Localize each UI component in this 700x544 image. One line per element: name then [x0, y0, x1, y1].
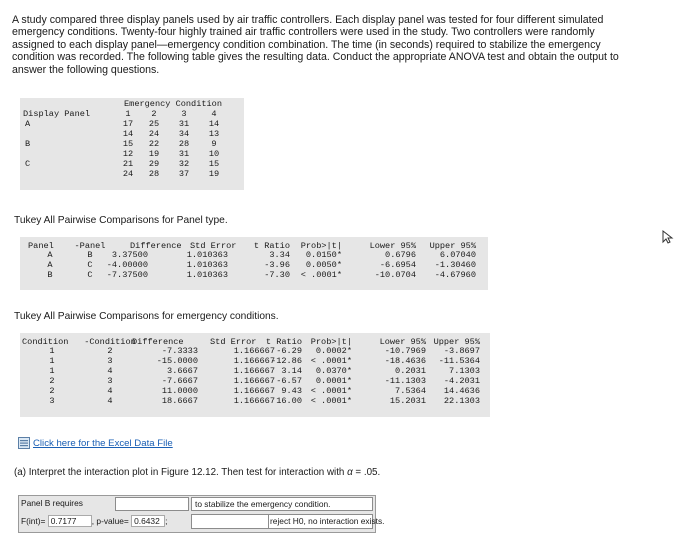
table-cell: -3.96 [264, 260, 290, 270]
data-cell: 31 [178, 119, 190, 129]
alpha-symbol: α [347, 467, 353, 478]
data-cell: 13 [208, 129, 220, 139]
intro-line: A study compared three display panels used by air traffic controllers. Each display panel was tested for four different simulated [12, 14, 604, 26]
table-cell: 3.6667 [167, 366, 198, 376]
column-header: Std Error [190, 241, 237, 251]
data-cell: 24 [148, 129, 160, 139]
stabilize-dropdown[interactable]: to stabilize the emergency condition. [191, 497, 373, 511]
table-cell: 0.0001* [315, 376, 352, 386]
table-cell: 1.010363 [186, 260, 228, 270]
data-cell: 28 [148, 169, 160, 179]
table-cell: C [87, 260, 93, 270]
table-cell: A [47, 250, 53, 260]
table-cell: 6.07040 [439, 250, 476, 260]
table-cell: 1 [49, 366, 55, 376]
data-cell: 17 [122, 119, 134, 129]
data-cell: 19 [148, 149, 160, 159]
table-cell: -4.2031 [443, 376, 480, 386]
table-cell: 7.5364 [395, 386, 426, 396]
data-cell: 14 [122, 129, 134, 139]
data-cell: 10 [208, 149, 220, 159]
excel-file-icon [18, 437, 30, 449]
data-cell: 15 [208, 159, 220, 169]
table-cell: 1 [49, 356, 55, 366]
data-cell: 12 [122, 149, 134, 159]
table-cell: 9.43 [281, 386, 302, 396]
table-cell: 0.0002* [315, 346, 352, 356]
condition-column-header: 4 [211, 109, 217, 119]
cursor-arrow-icon [662, 230, 674, 244]
column-header: Prob>|t| [300, 241, 342, 251]
interaction-conclusion-text: reject H0, no interaction exists. [270, 516, 385, 526]
p-value-label: , p-value= [91, 516, 132, 526]
column-header: Panel [28, 241, 54, 251]
excel-data-file-link[interactable]: Click here for the Excel Data File [33, 437, 173, 449]
problem-statement [12, 14, 692, 76]
table-cell: 4 [107, 366, 113, 376]
table-cell: 18.6667 [161, 396, 198, 406]
tukey-condition-content [20, 333, 490, 417]
table-cell: 3 [107, 376, 113, 386]
table-cell: 2 [49, 386, 55, 396]
intro-line: condition was recorded. The following table gives the resulting data. Conduct the appropriate ANOVA test and obtain the output to [12, 51, 619, 64]
answer-left-label: Panel B requires [21, 498, 83, 508]
table-cell: -10.7969 [384, 346, 426, 356]
data-cell: 29 [148, 159, 160, 169]
table-cell: 1 [49, 346, 55, 356]
column-header: Upper 95% [433, 337, 480, 347]
column-header: -Condition [84, 337, 136, 347]
table-cell: -10.0704 [374, 270, 416, 280]
intro-line: assigned to each display panel—emergency condition combination. The time (in seconds) required to stabilize the emergency [12, 38, 601, 51]
table-cell: -4.00000 [106, 260, 148, 270]
answer-statistic-line [21, 515, 167, 527]
column-header: Condition [22, 337, 69, 347]
table-cell: 3 [49, 396, 55, 406]
table-cell: 1.166667 [233, 356, 275, 366]
data-cell: 15 [122, 139, 134, 149]
table-cell: 4 [107, 396, 113, 406]
condition-column-header: 3 [181, 109, 187, 119]
condition-column-header: 1 [125, 109, 131, 119]
table-cell: 1.166667 [233, 366, 275, 376]
table-cell: 1.166667 [233, 396, 275, 406]
answer-box [18, 495, 385, 533]
table-cell: -4.67960 [434, 270, 476, 280]
table-cell: 0.0370* [315, 366, 352, 376]
column-header: Std Error [210, 337, 257, 347]
table-cell: -7.30 [264, 270, 290, 280]
table-cell: -11.5364 [438, 356, 480, 366]
table-cell: 11.0000 [161, 386, 198, 396]
table-cell: 16.00 [276, 396, 302, 406]
table-cell: 15.2031 [389, 396, 426, 406]
question-prefix: (a) Interpret the interaction plot in Figure 12.12. Then test for interaction with [14, 467, 348, 478]
panel-label: C [25, 159, 31, 169]
table-cell: 3.34 [269, 250, 290, 260]
tukey-condition-title: Tukey All Pairwise Comparisons for emergency conditions. [14, 311, 279, 322]
table-cell: 3 [107, 356, 113, 366]
data-cell: 22 [148, 139, 160, 149]
data-cell: 31 [178, 149, 190, 159]
f-int-label: F(int)= [21, 516, 48, 526]
table-cell: < .0001* [310, 356, 352, 366]
table-cell: -12.86 [271, 356, 302, 366]
column-header: Upper 95% [429, 241, 476, 251]
data-cell: 24 [122, 169, 134, 179]
table-cell: 22.1303 [443, 396, 480, 406]
table-cell: 0.6796 [385, 250, 416, 260]
data-cell: 21 [122, 159, 134, 169]
column-header: -Panel [74, 241, 106, 251]
table-cell: < .0001* [310, 386, 352, 396]
table-cell: B [47, 270, 53, 280]
column-header: Prob>|t| [310, 337, 352, 347]
table-cell: 1.166667 [233, 346, 275, 356]
table-cell: -6.6954 [379, 260, 416, 270]
table-cell: 0.0050* [305, 260, 342, 270]
column-header: Difference [132, 337, 184, 347]
tukey-panel-content [20, 237, 488, 290]
column-header: Lower 95% [379, 337, 426, 347]
table-cell: -7.3333 [161, 346, 198, 356]
data-cell: 9 [211, 139, 217, 149]
table-cell: 1.010363 [186, 270, 228, 280]
column-header: Lower 95% [369, 241, 416, 251]
data-table-content [20, 98, 244, 190]
data-cell: 34 [178, 129, 190, 139]
table-cell: < .0001* [300, 270, 342, 280]
table-cell: 0.0150* [305, 250, 342, 260]
table-cell: 0.2031 [395, 366, 426, 376]
table-cell: 3.14 [281, 366, 302, 376]
table-cell: -3.8697 [443, 346, 480, 356]
data-cell: 25 [148, 119, 160, 129]
table-cell: -18.4636 [384, 356, 426, 366]
table-cell: 1.166667 [233, 376, 275, 386]
left-answer-dropdown[interactable] [115, 497, 189, 511]
excel-link-row[interactable] [18, 437, 173, 449]
question-suffix: = .05. [352, 467, 381, 478]
column-header: Difference [130, 241, 182, 251]
table-cell: 14.4636 [443, 386, 480, 396]
table-cell: 1.010363 [186, 250, 228, 260]
panel-label: B [25, 139, 31, 149]
data-cell: 37 [178, 169, 190, 179]
table-cell: B [87, 250, 93, 260]
table-cell: -1.30460 [434, 260, 476, 270]
f-value-input[interactable]: 0.7177 [48, 515, 92, 527]
table-cell: 7.1303 [449, 366, 480, 376]
table-cell: 2 [49, 376, 55, 386]
panel-label: A [25, 119, 31, 129]
table-cell: -11.1303 [384, 376, 426, 386]
column-header: t Ratio [253, 241, 290, 251]
question-a [14, 467, 380, 478]
column-header: t Ratio [265, 337, 302, 347]
data-cell: 19 [208, 169, 220, 179]
table-cell: -7.6667 [161, 376, 198, 386]
data-cell: 14 [208, 119, 220, 129]
data-cell: 32 [178, 159, 190, 169]
data-cell: 28 [178, 139, 190, 149]
emergency-condition-header: Emergency Condition [124, 99, 222, 109]
intro-line: emergency conditions. Twenty-four highly trained air traffic controllers were used in the study. Two controllers were randomly [12, 26, 595, 39]
table-cell: 2 [107, 346, 113, 356]
table-cell: -6.29 [276, 346, 302, 356]
table-cell: A [47, 260, 53, 270]
table-cell: -15.0000 [156, 356, 198, 366]
table-cell: 4 [107, 386, 113, 396]
condition-column-header: 2 [151, 109, 157, 119]
table-cell: -6.57 [276, 376, 302, 386]
table-cell: C [87, 270, 93, 280]
p-value-suffix: ; [165, 516, 168, 526]
p-value-input[interactable]: 0.6432 [131, 515, 165, 527]
table-cell: 1.166667 [233, 386, 275, 396]
table-cell: < .0001* [310, 396, 352, 406]
tukey-panel-title: Tukey All Pairwise Comparisons for Panel type. [14, 215, 228, 226]
table-cell: 3.37500 [111, 250, 148, 260]
display-panel-header: Display Panel [23, 109, 91, 119]
intro-line: answer the following questions. [12, 63, 160, 76]
table-cell: -7.37500 [106, 270, 148, 280]
conclusion-select-dropdown[interactable] [191, 514, 269, 529]
